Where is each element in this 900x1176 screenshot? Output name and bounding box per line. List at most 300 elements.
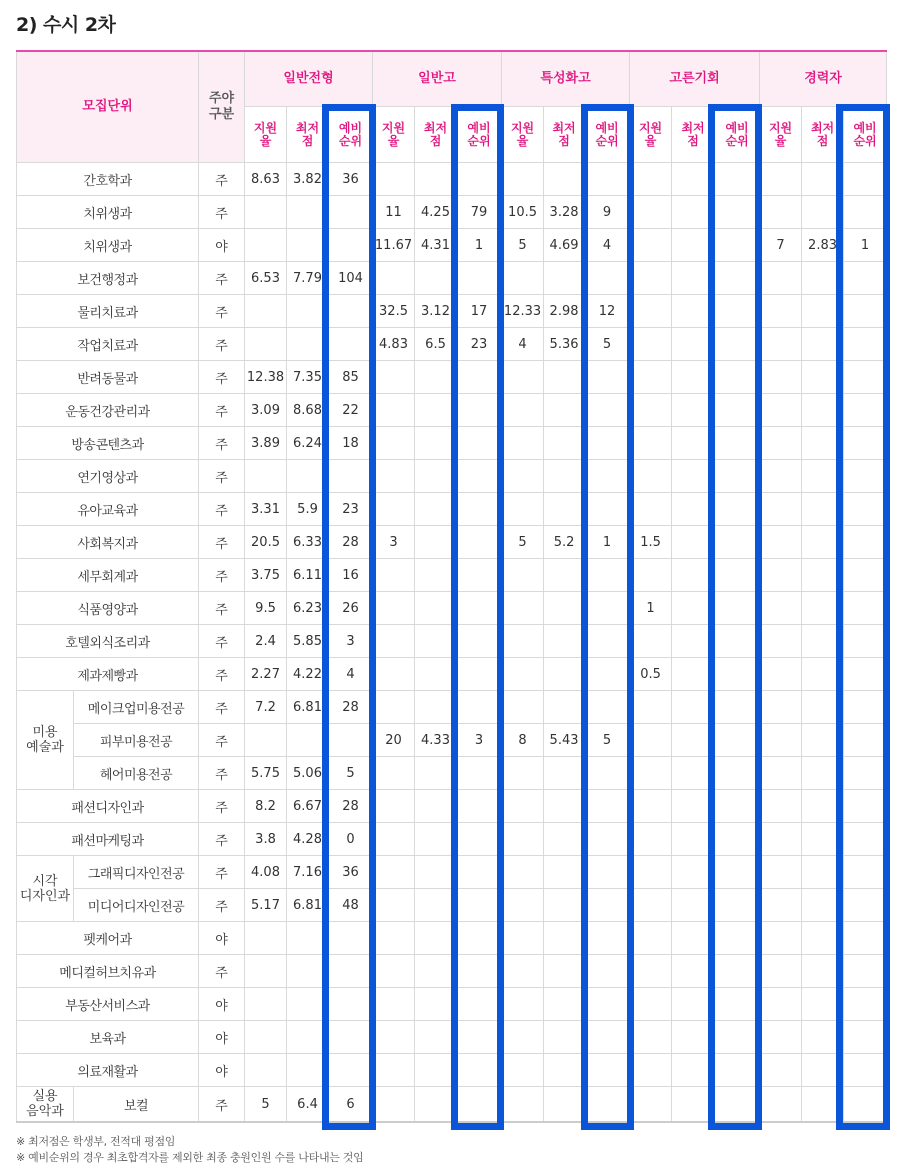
header-group: 일반고 <box>373 51 502 107</box>
value-cell <box>672 526 715 559</box>
value-cell <box>585 889 630 922</box>
table-row <box>17 988 887 1021</box>
department-name: 유아교육과 <box>17 493 199 526</box>
header-sub-line: 지원 <box>510 120 535 135</box>
header-sub-line: 최저 <box>552 120 576 135</box>
value-cell <box>715 757 760 790</box>
value-cell <box>502 163 544 196</box>
value-cell: 3.8 <box>245 823 287 856</box>
value-cell <box>502 1021 544 1054</box>
header-subcolumn <box>373 107 415 163</box>
value-cell: 20 <box>373 724 415 757</box>
day-night-cell: 야 <box>199 988 245 1021</box>
table-row <box>17 1054 887 1087</box>
value-cell <box>373 163 415 196</box>
table-row <box>17 889 887 922</box>
header-sub-line: 순위 <box>467 133 491 148</box>
major-name: 헤어미용전공 <box>74 757 199 790</box>
value-cell <box>630 955 672 988</box>
value-cell: 36 <box>329 856 373 889</box>
table-row <box>17 955 887 988</box>
value-cell <box>760 493 802 526</box>
value-cell <box>502 1054 544 1087</box>
value-cell <box>245 922 287 955</box>
value-cell <box>630 988 672 1021</box>
header-sub-line: 지원 <box>253 120 278 135</box>
day-night-cell: 주 <box>199 262 245 295</box>
value-cell <box>502 493 544 526</box>
value-cell <box>544 493 585 526</box>
value-cell <box>715 295 760 328</box>
value-cell: 7 <box>760 229 802 262</box>
value-cell <box>630 757 672 790</box>
day-night-cell: 주 <box>199 559 245 592</box>
value-cell <box>585 823 630 856</box>
value-cell <box>715 955 760 988</box>
value-cell: 1.5 <box>630 526 672 559</box>
value-cell: 85 <box>329 361 373 394</box>
value-cell <box>672 790 715 823</box>
value-cell <box>672 295 715 328</box>
value-cell <box>329 1054 373 1087</box>
value-cell <box>415 988 457 1021</box>
value-cell <box>672 889 715 922</box>
value-cell <box>457 559 502 592</box>
value-cell: 4 <box>329 658 373 691</box>
value-cell <box>415 625 457 658</box>
value-cell <box>802 262 844 295</box>
value-cell <box>672 229 715 262</box>
value-cell <box>672 724 715 757</box>
value-cell <box>502 922 544 955</box>
department-name: 메디컬허브치유과 <box>17 955 199 988</box>
value-cell <box>715 1021 760 1054</box>
value-cell <box>373 658 415 691</box>
value-cell <box>245 460 287 493</box>
value-cell: 26 <box>329 592 373 625</box>
value-cell <box>502 790 544 823</box>
value-cell: 6 <box>329 1087 373 1123</box>
value-cell <box>585 460 630 493</box>
value-cell <box>287 1054 329 1087</box>
value-cell <box>715 691 760 724</box>
value-cell <box>502 559 544 592</box>
value-cell <box>457 988 502 1021</box>
value-cell <box>630 295 672 328</box>
value-cell <box>502 625 544 658</box>
value-cell <box>760 196 802 229</box>
value-cell <box>329 295 373 328</box>
value-cell <box>844 922 887 955</box>
value-cell: 7.35 <box>287 361 329 394</box>
value-cell <box>544 889 585 922</box>
value-cell <box>844 1087 887 1123</box>
value-cell <box>585 856 630 889</box>
value-cell <box>373 361 415 394</box>
header-sub-line: 예비 <box>595 120 619 135</box>
header-group: 일반전형 <box>245 51 373 107</box>
value-cell <box>630 559 672 592</box>
department-name: 보육과 <box>17 1021 199 1054</box>
value-cell <box>373 1087 415 1123</box>
value-cell <box>457 658 502 691</box>
day-night-cell: 주 <box>199 889 245 922</box>
value-cell <box>544 691 585 724</box>
value-cell <box>802 691 844 724</box>
value-cell <box>502 427 544 460</box>
department-name: 치위생과 <box>17 229 199 262</box>
header-sub-line: 최저 <box>423 120 448 135</box>
department-name: 치위생과 <box>17 196 199 229</box>
value-cell: 20.5 <box>245 526 287 559</box>
department-group-label: 미용 예술과 <box>26 725 64 755</box>
value-cell <box>502 658 544 691</box>
department-name: 의료재활과 <box>17 1054 199 1087</box>
value-cell <box>672 328 715 361</box>
value-cell: 7.2 <box>245 691 287 724</box>
value-cell <box>760 361 802 394</box>
value-cell: 8.68 <box>287 394 329 427</box>
value-cell <box>373 625 415 658</box>
value-cell <box>802 526 844 559</box>
value-cell <box>672 922 715 955</box>
value-cell <box>585 361 630 394</box>
header-subcolumn <box>715 107 760 163</box>
value-cell <box>715 724 760 757</box>
value-cell <box>844 658 887 691</box>
value-cell <box>760 625 802 658</box>
department-group <box>17 856 74 922</box>
value-cell: 2.83 <box>802 229 844 262</box>
value-cell: 6.33 <box>287 526 329 559</box>
value-cell: 0 <box>329 823 373 856</box>
value-cell <box>715 625 760 658</box>
value-cell: 16 <box>329 559 373 592</box>
value-cell <box>544 1087 585 1123</box>
department-name: 패션디자인과 <box>17 790 199 823</box>
value-cell <box>844 394 887 427</box>
value-cell <box>802 1021 844 1054</box>
header-sub-line: 순위 <box>853 133 877 148</box>
value-cell <box>802 460 844 493</box>
value-cell <box>415 526 457 559</box>
value-cell <box>373 790 415 823</box>
value-cell <box>760 823 802 856</box>
day-night-cell: 주 <box>199 328 245 361</box>
value-cell: 12.33 <box>502 295 544 328</box>
department-name: 부동산서비스과 <box>17 988 199 1021</box>
value-cell <box>760 262 802 295</box>
value-cell <box>245 295 287 328</box>
table-row <box>17 757 887 790</box>
day-night-cell: 야 <box>199 1054 245 1087</box>
value-cell <box>802 361 844 394</box>
value-cell <box>844 196 887 229</box>
value-cell <box>760 922 802 955</box>
header-subcolumn <box>544 107 585 163</box>
value-cell: 5.2 <box>544 526 585 559</box>
major-name: 보컬 <box>74 1087 199 1123</box>
value-cell <box>844 1021 887 1054</box>
major-name: 메이크업미용전공 <box>74 691 199 724</box>
value-cell <box>245 1021 287 1054</box>
value-cell <box>373 856 415 889</box>
value-cell <box>502 460 544 493</box>
value-cell <box>457 856 502 889</box>
department-name: 패션마케팅과 <box>17 823 199 856</box>
value-cell <box>760 328 802 361</box>
value-cell <box>715 196 760 229</box>
value-cell <box>672 559 715 592</box>
value-cell <box>457 361 502 394</box>
value-cell <box>457 955 502 988</box>
value-cell: 5 <box>585 328 630 361</box>
value-cell <box>630 889 672 922</box>
department-name: 사회복지과 <box>17 526 199 559</box>
value-cell <box>802 1087 844 1123</box>
value-cell: 4.33 <box>415 724 457 757</box>
day-night-cell: 주 <box>199 394 245 427</box>
value-cell: 5 <box>585 724 630 757</box>
department-name: 간호학과 <box>17 163 199 196</box>
value-cell <box>802 955 844 988</box>
value-cell <box>802 988 844 1021</box>
header-sub-line: 순위 <box>725 133 749 148</box>
value-cell <box>844 526 887 559</box>
header-unit: 모집단위 <box>17 51 199 163</box>
value-cell <box>544 757 585 790</box>
table-row <box>17 691 887 724</box>
value-cell <box>544 922 585 955</box>
value-cell: 4.25 <box>415 196 457 229</box>
value-cell: 5.9 <box>287 493 329 526</box>
value-cell: 6.5 <box>415 328 457 361</box>
value-cell <box>802 295 844 328</box>
day-night-cell: 주 <box>199 724 245 757</box>
value-cell: 5 <box>502 526 544 559</box>
value-cell: 5.85 <box>287 625 329 658</box>
major-name: 미디어디자인전공 <box>74 889 199 922</box>
value-cell: 28 <box>329 526 373 559</box>
header-sub-line: 지원 <box>768 120 793 135</box>
value-cell <box>585 1087 630 1123</box>
day-night-cell: 주 <box>199 493 245 526</box>
value-cell: 4.08 <box>245 856 287 889</box>
value-cell <box>802 856 844 889</box>
value-cell <box>715 163 760 196</box>
header-subcolumn <box>630 107 672 163</box>
value-cell: 3.12 <box>415 295 457 328</box>
header-sub-line: 예비 <box>853 120 877 135</box>
value-cell <box>544 988 585 1021</box>
value-cell <box>502 889 544 922</box>
value-cell <box>630 361 672 394</box>
table-row <box>17 493 887 526</box>
value-cell <box>802 1054 844 1087</box>
table-row <box>17 262 887 295</box>
value-cell <box>844 889 887 922</box>
value-cell <box>585 988 630 1021</box>
value-cell <box>715 493 760 526</box>
value-cell <box>329 955 373 988</box>
value-cell <box>415 1021 457 1054</box>
value-cell <box>585 163 630 196</box>
value-cell <box>373 889 415 922</box>
day-night-cell: 주 <box>199 691 245 724</box>
header-sub-line: 점 <box>816 133 829 148</box>
header-subcolumn <box>502 107 544 163</box>
value-cell <box>373 262 415 295</box>
value-cell <box>844 262 887 295</box>
value-cell <box>760 526 802 559</box>
value-cell <box>715 361 760 394</box>
value-cell <box>672 427 715 460</box>
value-cell <box>672 691 715 724</box>
table-row <box>17 163 887 196</box>
table-row <box>17 328 887 361</box>
value-cell: 48 <box>329 889 373 922</box>
value-cell <box>715 526 760 559</box>
value-cell <box>544 856 585 889</box>
day-night-cell: 주 <box>199 1087 245 1123</box>
table-row <box>17 1087 887 1123</box>
header-group: 경력자 <box>760 51 887 107</box>
table-row <box>17 559 887 592</box>
value-cell <box>844 1054 887 1087</box>
value-cell <box>802 658 844 691</box>
header-sub-line: 최저 <box>295 120 320 135</box>
value-cell <box>672 757 715 790</box>
value-cell <box>802 757 844 790</box>
header-sub-line: 최저 <box>681 120 705 135</box>
value-cell <box>672 592 715 625</box>
header-subcolumn <box>672 107 715 163</box>
value-cell <box>457 262 502 295</box>
header-daynight-line: 구분 <box>208 107 235 122</box>
value-cell <box>415 922 457 955</box>
value-cell <box>373 559 415 592</box>
value-cell <box>544 559 585 592</box>
value-cell: 6.81 <box>287 889 329 922</box>
value-cell <box>544 163 585 196</box>
value-cell <box>802 790 844 823</box>
value-cell <box>672 1087 715 1123</box>
value-cell <box>457 427 502 460</box>
value-cell <box>844 724 887 757</box>
value-cell <box>760 790 802 823</box>
section-title: 2) 수시 2차 <box>16 14 116 36</box>
value-cell: 3.82 <box>287 163 329 196</box>
value-cell <box>329 229 373 262</box>
value-cell <box>457 163 502 196</box>
value-cell <box>844 361 887 394</box>
footnote-1: ※ 최저점은 학생부, 전적대 평점임 <box>16 1135 176 1148</box>
table-row <box>17 295 887 328</box>
value-cell <box>760 658 802 691</box>
value-cell <box>844 955 887 988</box>
value-cell <box>760 889 802 922</box>
value-cell <box>630 790 672 823</box>
value-cell <box>630 427 672 460</box>
value-cell <box>457 1087 502 1123</box>
value-cell <box>630 1054 672 1087</box>
value-cell: 12 <box>585 295 630 328</box>
value-cell <box>329 460 373 493</box>
value-cell <box>373 1054 415 1087</box>
value-cell <box>544 955 585 988</box>
value-cell <box>373 1021 415 1054</box>
table-row <box>17 592 887 625</box>
table-row <box>17 922 887 955</box>
value-cell <box>544 361 585 394</box>
value-cell <box>844 328 887 361</box>
value-cell <box>415 262 457 295</box>
value-cell: 7.16 <box>287 856 329 889</box>
value-cell <box>672 196 715 229</box>
value-cell <box>457 922 502 955</box>
value-cell <box>802 559 844 592</box>
department-name: 작업치료과 <box>17 328 199 361</box>
value-cell <box>245 196 287 229</box>
value-cell <box>760 757 802 790</box>
day-night-cell: 주 <box>199 526 245 559</box>
value-cell <box>630 196 672 229</box>
value-cell <box>373 691 415 724</box>
value-cell <box>760 955 802 988</box>
value-cell <box>630 493 672 526</box>
value-cell <box>544 658 585 691</box>
value-cell <box>585 922 630 955</box>
value-cell <box>415 427 457 460</box>
day-night-cell: 야 <box>199 1021 245 1054</box>
value-cell <box>802 889 844 922</box>
value-cell <box>544 394 585 427</box>
day-night-cell: 주 <box>199 163 245 196</box>
header-subcolumn <box>245 107 287 163</box>
value-cell: 6.4 <box>287 1087 329 1123</box>
value-cell: 104 <box>329 262 373 295</box>
value-cell <box>844 427 887 460</box>
day-night-cell: 야 <box>199 229 245 262</box>
header-sub-line: 지원 <box>381 120 406 135</box>
value-cell <box>585 955 630 988</box>
day-night-cell: 주 <box>199 625 245 658</box>
value-cell: 1 <box>630 592 672 625</box>
department-name: 방송콘텐츠과 <box>17 427 199 460</box>
value-cell <box>630 262 672 295</box>
day-night-cell: 주 <box>199 658 245 691</box>
table-row <box>17 856 887 889</box>
value-cell <box>585 790 630 823</box>
value-cell <box>544 592 585 625</box>
results-table <box>16 50 887 1123</box>
value-cell: 2.27 <box>245 658 287 691</box>
major-name: 그래픽디자인전공 <box>74 856 199 889</box>
value-cell <box>457 1054 502 1087</box>
value-cell <box>844 163 887 196</box>
value-cell <box>415 1054 457 1087</box>
value-cell <box>544 460 585 493</box>
value-cell <box>760 856 802 889</box>
value-cell <box>585 493 630 526</box>
value-cell <box>715 262 760 295</box>
value-cell <box>844 790 887 823</box>
value-cell <box>245 988 287 1021</box>
value-cell: 1 <box>844 229 887 262</box>
value-cell <box>672 823 715 856</box>
value-cell <box>544 427 585 460</box>
value-cell <box>457 757 502 790</box>
